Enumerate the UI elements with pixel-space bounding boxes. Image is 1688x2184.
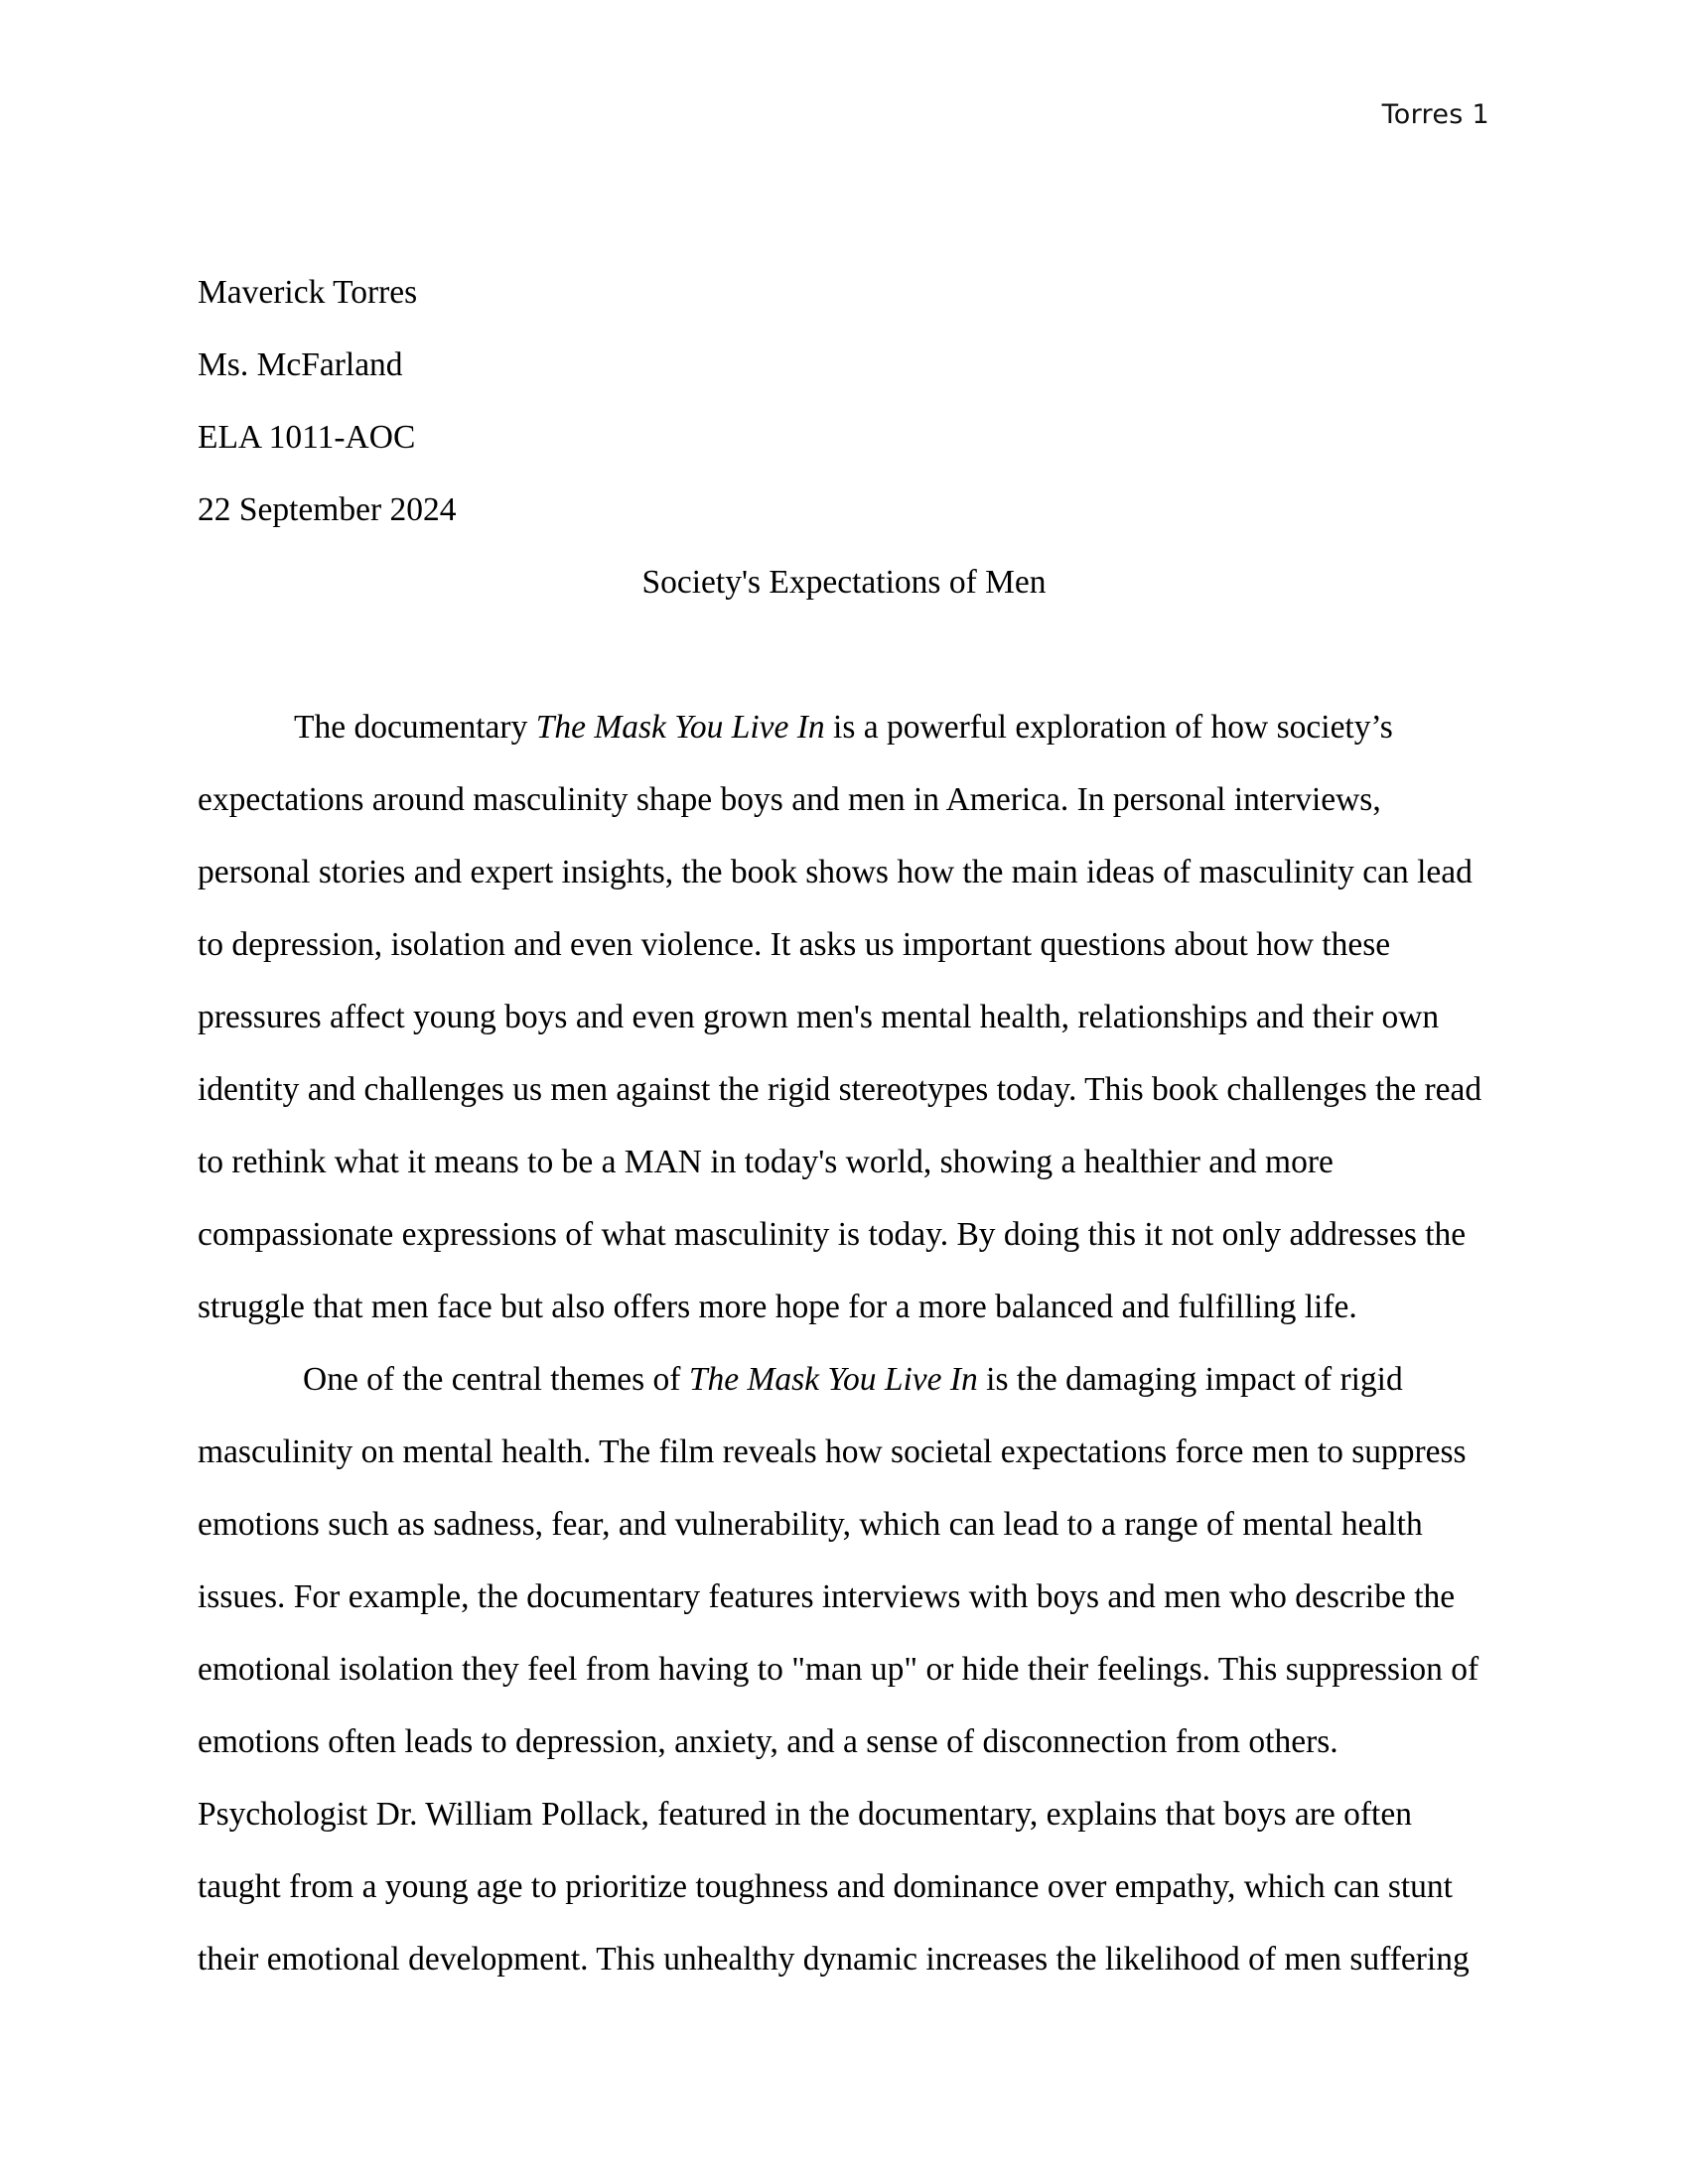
essay-body	[198, 256, 1490, 1995]
paragraph-1-rest: is a powerful exploration of how society’s expectations around masculinity shape boys and men in America. In personal interviews, personal stories and expert insights, the book shows how the main ideas of masculinity can lead to depression, isolation and even violence. It asks us important questions about how these pressures affect young boys and even grown men's mental health, relationships and their own identity and challenges us men against the rigid stereotypes today. This book challenges the read to rethink what it means to be a MAN in today's world, showing a healthier and more compassionate expressions of what masculinity is today. By doing this it not only addresses the struggle that men face but also offers more hope for a more balanced and fulfilling life.	[198, 709, 1482, 1325]
instructor-name: Ms. McFarland	[198, 346, 403, 383]
paragraph-1-lead: The documentary	[294, 709, 536, 746]
paragraph-1-film-title: The Mask You Live In	[535, 709, 825, 746]
title-spacer	[198, 618, 1490, 691]
running-head: Torres 1	[1381, 99, 1489, 130]
paragraph-2-film-title: The Mask You Live In	[688, 1361, 978, 1398]
essay-date: 22 September 2024	[198, 491, 457, 528]
student-name: Maverick Torres	[198, 274, 418, 311]
essay-title: Society's Expectations of Men	[641, 564, 1047, 601]
paragraph-1	[198, 691, 1490, 1343]
paragraph-2-rest: is the damaging impact of rigid masculinity on mental health. The film reveals how societal expectations force men to suppress emotions such as sadness, fear, and vulnerability, which can lead to a range of mental health issues. For example, the documentary features interviews with boys and men who describe the emotional isolation they feel from having to "man up" or hide their feelings. This suppression of emotions often leads to depression, anxiety, and a sense of disconnection from others. Psychologist Dr. William Pollack, featured in the documentary, explains that boys are often taught from a young age to prioritize toughness and dominance over empathy, which can stunt their emotional development. This unhealthy dynamic increases the likelihood of men suffering	[198, 1361, 1479, 1978]
paragraph-2-lead: One of the central themes of	[303, 1361, 689, 1398]
course-name: ELA 1011-AOC	[198, 419, 416, 456]
paragraph-2	[198, 1343, 1490, 1995]
